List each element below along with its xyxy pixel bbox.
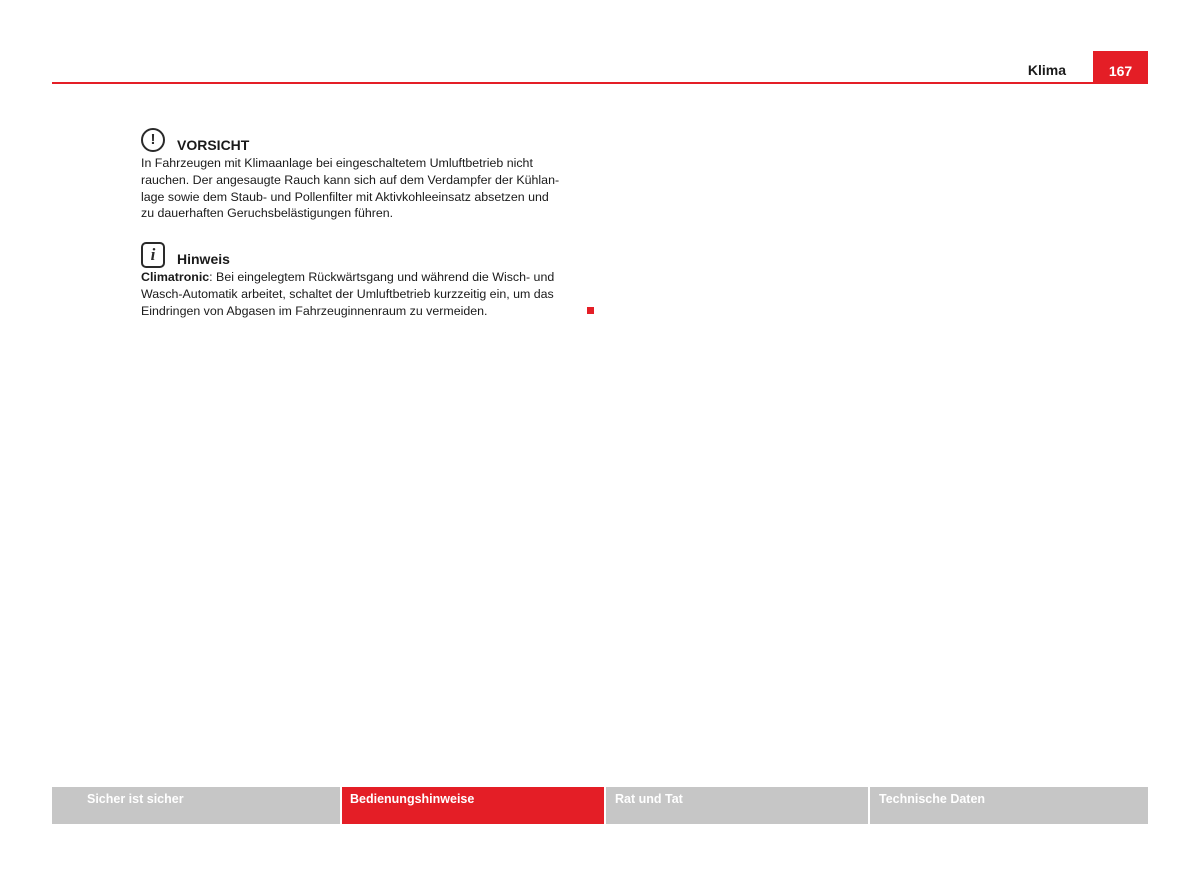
caution-header [141,124,591,154]
footer-tab-rat-und-tat[interactable]: Rat und Tat [606,787,868,824]
caution-title: VORSICHT [177,137,250,153]
chapter-title: Klima [1027,62,1066,78]
note-body: : Bei eingelegtem Rückwärtsgang und während die Wisch- und Wasch-Automatik arbeitet, schaltet der Umluftbetrieb kurzzeitig ein, um das Eindringen von Abgasen im Fahrzeuginnenraum zu vermeiden. [141,270,555,318]
note-block [141,238,591,319]
exclamation-circle-icon: ! [141,128,165,152]
footer-tab-sicher-ist-sicher[interactable]: Sicher ist sicher [52,787,340,824]
page-number: 167 [1108,63,1133,79]
footer-nav [52,787,1148,824]
note-header [141,238,591,268]
note-title: Hinweis [177,251,230,268]
caution-text: In Fahrzeugen mit Klimaanlage bei eingeschaltetem Umluftbetrieb nicht rauchen. Der angesaugte Rauch kann sich auf dem Verdampfer der Kühlan- lage sowie dem Staub- und Pollenfilter mit Aktivkohleeinsatz absetzen und zu dauerhaften Geruchsbelästigungen führen. [141,156,560,221]
section-end-marker [587,307,594,314]
footer-tab-bedienungshinweise[interactable]: Bedienungshinweise [342,787,604,824]
footer-tab-technische-daten[interactable]: Technische Daten [870,787,1148,824]
note-text [141,269,591,319]
page-number-box [1093,51,1148,84]
note-term: Climatronic [141,270,210,285]
main-content [141,124,591,336]
header-rule [52,82,1148,84]
caution-block [141,124,591,222]
info-icon: i [141,242,165,268]
